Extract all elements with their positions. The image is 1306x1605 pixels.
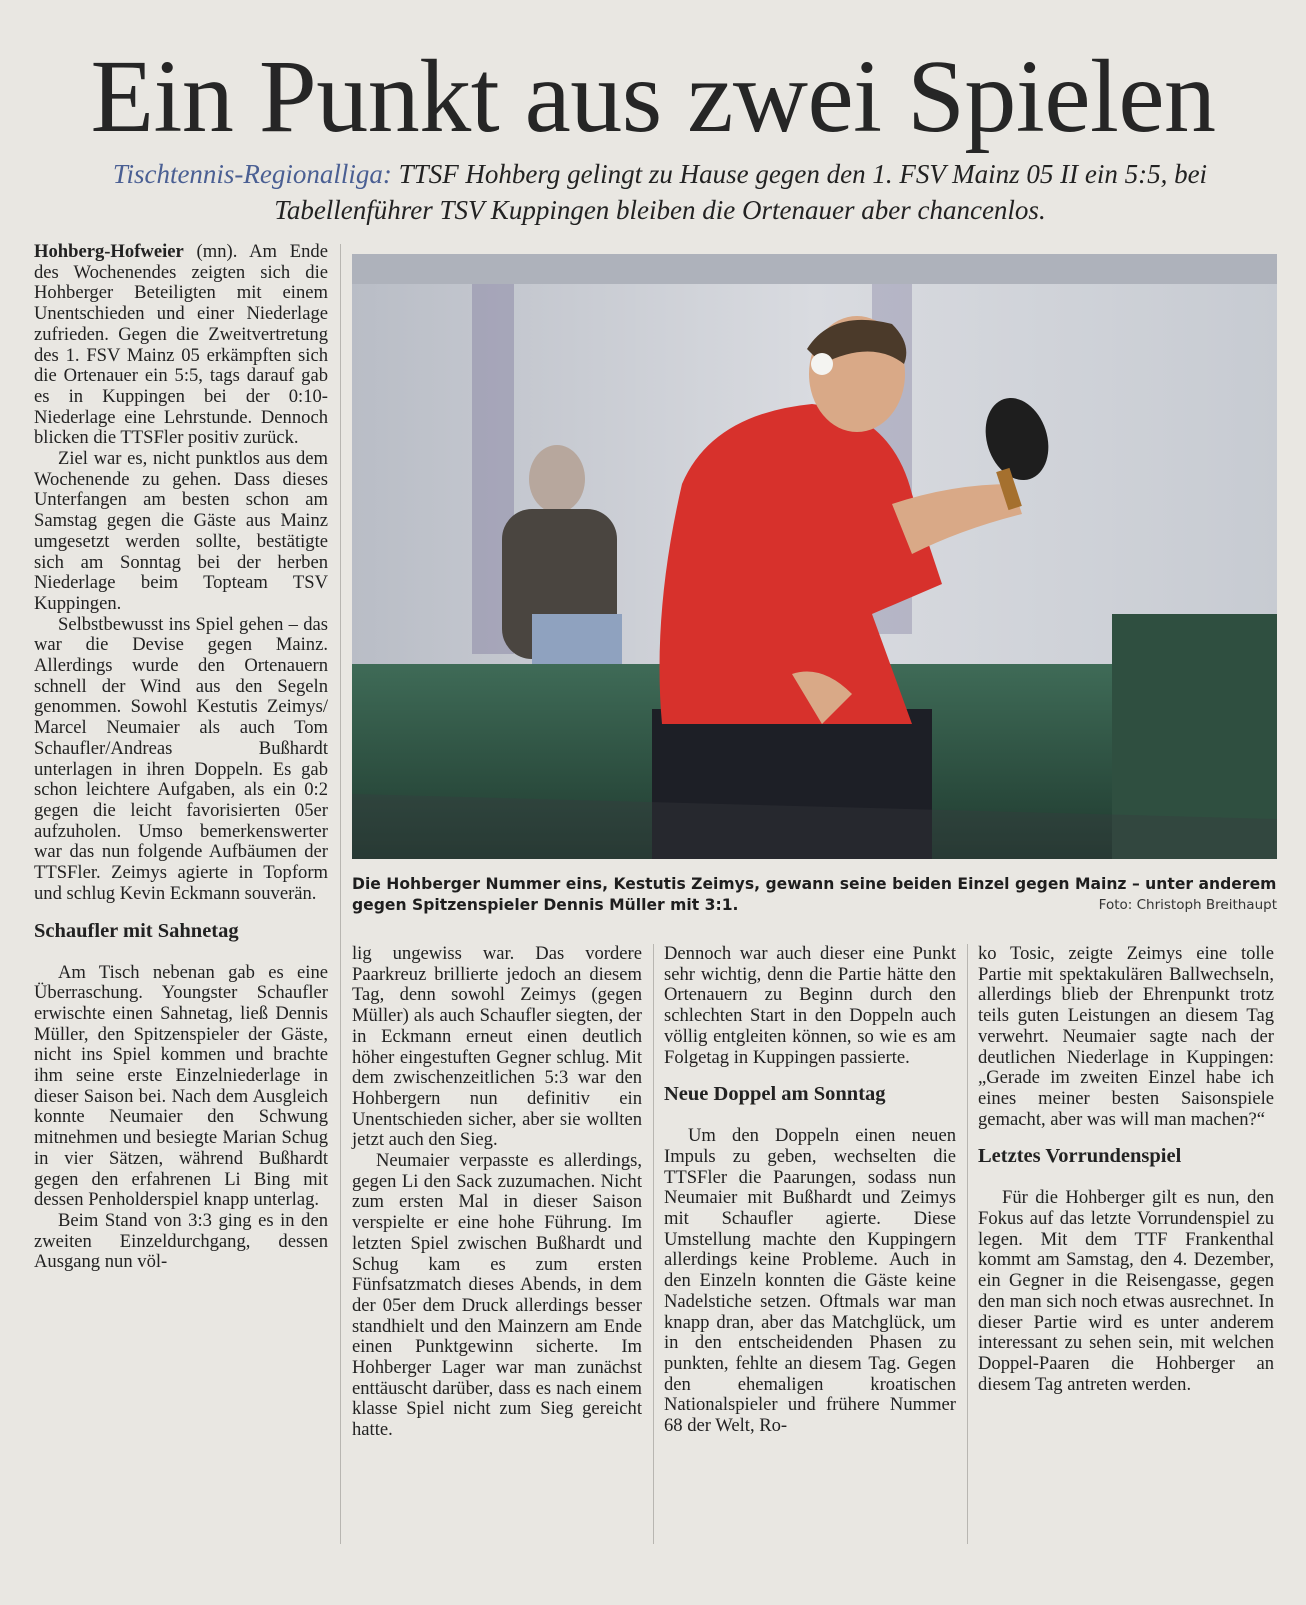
column-4 xyxy=(978,944,1274,1395)
paragraph: Neumaier verpasste es allerdings, gegen Li den Sack zuzumachen. Nicht zum ersten Mal in dieser Saison verspielte er eine hohe Führung. Im letzten Spiel zwischen Bußhardt und Schug kam es zum ersten Fünfsatzmatch dieses Abends, in dem der 05er dem Druck allerdings besser standhielt und den Mainzern am Ende einen Punktgewinn sicherte. Im Hohberger Lager war man zunächst enttäuscht darüber, dass es nach einem klasse Spiel nicht zum Sieg gereicht hatte. xyxy=(352,1150,642,1441)
subheading: Letztes Vorrundenspiel xyxy=(978,1145,1182,1168)
column-divider xyxy=(967,944,968,1544)
column-divider xyxy=(653,944,654,1544)
photo-caption: Die Hohberger Nummer eins, Kestutis Zeimys, gewann seine beiden Einzel gegen Mainz – unter anderem gegen Spitzenspieler Dennis Müller mit 3:1. xyxy=(352,875,1277,914)
photo-credit: Foto: Christoph Breithaupt xyxy=(1098,897,1277,913)
paragraph: lig ungewiss war. Das vordere Paarkreuz brillierte jedoch an diesem Tag, denn sowohl Zeimys (gegen Müller) als auch Schaufler siegten, der in Eckmann erneut einen deutlich höher eingestuften Gegner schlug. Mit dem zwischenzeitlichen 5:3 war den Hohbergern nun definitiv ein Unentschieden sicher, aber sie wollten jetzt auch den Sieg. xyxy=(352,943,642,1151)
paragraph-text: (mn). Am Ende des Wochenendes zeigten sich die Hohberger Beteiligten mit einem Unentschieden und einer Niederlage zufrieden. Gegen die Zweitvertretung des 1. FSV Mainz 05 erkämpften sich die Ortenauer ein 5:5, tags darauf gab es in Kuppingen bei der 0:10-Niederlage eine Lehrstunde. Dennoch blicken die TTSFler positiv zurück. xyxy=(34,241,328,449)
headline: Ein Punkt aus zwei Spielen xyxy=(90,39,1216,154)
paragraph: Für die Hohberger gilt es nun, den Fokus auf das letzte Vorrundenspiel zu legen. Mit dem TTF Frankenthal kommt am Samstag, den 4. Dezember, ein Gegner in die Reisengasse, gegen den man sich noch etwas ausrechnet. In dieser Partie wird es unter anderem interessant zu sehen sein, mit welchen Doppel-Paaren die Hohberger an diesem Tag antreten werden. xyxy=(978,1187,1274,1395)
subheading: Schaufler mit Sahnetag xyxy=(34,919,239,942)
paragraph: Beim Stand von 3:3 ging es in den zweiten Einzeldurchgang, dessen Ausgang nun völ- xyxy=(34,1209,328,1273)
column-1 xyxy=(34,242,328,1273)
paragraph: Dennoch war auch dieser eine Punkt sehr wichtig, denn die Partie hätte den Ortenauern zu Beginn durch den schlechten Start in den Doppeln auch völlig entgleiten können, so wie es am Folgetag in Kuppingen passierte. xyxy=(664,943,956,1068)
kicker: Tischtennis-Regionalliga: xyxy=(112,159,392,189)
paragraph: Am Tisch nebenan gab es eine Überraschung. Youngster Schaufler erwischte einen Sahnetag, ließ Dennis Müller, den Spitzenspieler der Gäste, nicht ins Spiel kommen und brachte ihm seine erste Einzelniederlage in dieser Saison bei. Nach dem Ausgleich konnte Neumaier den Schwung mitnehmen und besiegte Marian Schug in vier Sätzen, während Bußhardt gegen den erfahrenen Li Bing mit dessen Penholderspiel knapp unterlag. xyxy=(34,961,328,1211)
subhead-text: TTSF Hohberg gelingt zu Hause gegen den 1. FSV Mainz 05 II ein 5:5, bei Tabellenführer TSV Kuppingen bleiben die Ortenauer aber chancenlos. xyxy=(274,159,1208,225)
column-3 xyxy=(664,944,956,1437)
paragraph: Ziel war es, nicht punktlos aus dem Wochenende zu gehen. Dass dieses Unterfangen am besten schon am Samstag gegen die Gäste aus Mainz umgesetzt werden sollte, bestätigte sich am Sonntag bei der herben Niederlage beim Topteam TSV Kuppingen. xyxy=(34,448,328,614)
dateline: Hohberg-Hofweier xyxy=(34,241,184,262)
paragraph: ko Tosic, zeigte Zeimys eine tolle Partie mit spektakulären Ballwechseln, allerdings blieb der Ehrenpunkt trotz teils guten Leistungen an diesem Tag verwehrt. Neumaier sagte nach der deutlichen Niederlage in Kuppingen: „Gerade im zweiten Einzel habe ich eines meiner besten Saisonspiele gemacht, aber was will man machen?“ xyxy=(978,943,1274,1130)
paragraph xyxy=(34,242,328,449)
paragraph: Selbstbewusst ins Spiel gehen – das war die Devise gegen Mainz. Allerdings wurde den Ortenauern schnell der Wind aus den Segeln genommen. Sowohl Kestutis Zeimys/ Marcel Neumaier als auch Tom Schaufler/Andreas Bußhardt unterlagen in ihren Doppeln. Es gab schon leichtere Aufgaben, als ein 0:2 gegen die leicht favorisierten 05er aufzuholen. Umso bemerkenswerter war das nun folgende Aufbäumen der TTSFler. Zeimys agierte in Topform und schlug Kevin Eckmann souverän. xyxy=(34,613,328,904)
column-divider xyxy=(340,244,341,1544)
paragraph: Um den Doppeln einen neuen Impuls zu geben, wechselten die TTSFler die Paarungen, sodass nun Neumaier mit Bußhardt und Zeimys mit Schaufler agierte. Diese Umstellung machte den Kuppingern allerdings keine Probleme. Auch in den Einzeln konnten die Gäste keine Nadelstiche setzen. Oftmals war man knapp dran, aber das Matchglück, um in den entscheidenden Phasen zu punkten, fehlte an diesem Tag. Gegen den ehemaligen kroatischen Nationalspieler und frühere Nummer 68 der Welt, Ro- xyxy=(664,1125,956,1437)
table-tennis-player-photo xyxy=(352,254,1277,859)
subheadline xyxy=(40,156,1280,228)
subheading: Neue Doppel am Sonntag xyxy=(664,1083,886,1106)
column-2 xyxy=(352,944,642,1441)
photo-illustration xyxy=(352,254,1277,859)
